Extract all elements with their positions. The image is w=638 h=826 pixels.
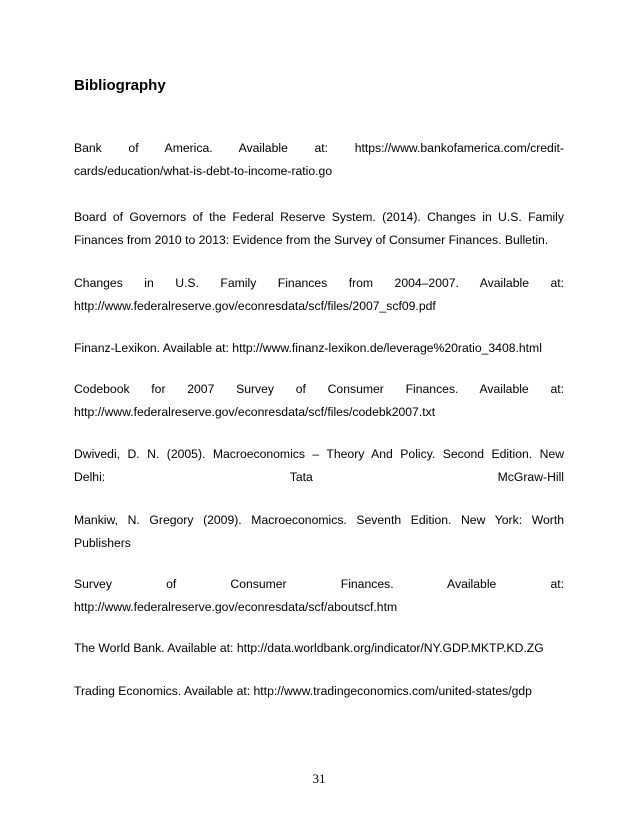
entry-line: Trading Economics. Available at: http://www.tradingeconomics.com/united-states/gdp — [74, 684, 532, 698]
bibliography-entry-survey-of-consumer-finances — [74, 573, 564, 619]
entry-line: Mankiw, N. Gregory (2009). Macroeconomics. Seventh Edition. New York: Worth — [74, 513, 564, 527]
bibliography-entry-world-bank — [74, 637, 564, 660]
entry-line: Changes in U.S. Family Finances from 2004–2007. Available at: — [74, 276, 564, 290]
entry-line: Publishers — [74, 536, 131, 550]
entry-line: Board of Governors of the Federal Reserve System. (2014). Changes in U.S. Family — [74, 210, 564, 224]
entry-line: http://www.federalreserve.gov/econresdata/scf/files/2007_scf09.pdf — [74, 299, 436, 313]
entry-line: Survey of Consumer Finances. Available at: — [74, 577, 564, 591]
entry-line: http://www.federalreserve.gov/econresdata/scf/files/codebk2007.txt — [74, 405, 436, 419]
entry-line: The World Bank. Available at: http://data.worldbank.org/indicator/NY.GDP.MKTP.KD.ZG — [74, 641, 544, 655]
bibliography-entry-federal-reserve-board — [74, 206, 564, 252]
entry-line: Finanz-Lexikon. Available at: http://www.finanz-lexikon.de/leverage%20ratio_3408.html — [74, 341, 542, 355]
entry-line: Finances from 2010 to 2013: Evidence from the Survey of Consumer Finances. Bulletin. — [74, 233, 549, 247]
bibliography-entry-dwivedi — [74, 443, 564, 489]
bibliography-entry-codebook-2007 — [74, 378, 564, 424]
page-heading: Bibliography — [74, 77, 166, 94]
entry-line: Codebook for 2007 Survey of Consumer Finances. Available at: — [74, 382, 564, 396]
entry-line: Dwivedi, D. N. (2005). Macroeconomics – Theory And Policy. Second Edition. New — [74, 447, 564, 461]
bibliography-entry-changes-in-us-family-finances — [74, 272, 564, 318]
bibliography-entry-mankiw — [74, 509, 564, 555]
bibliography-entry-finanz-lexikon — [74, 337, 564, 360]
entry-line: Delhi: Tata McGraw-Hill — [74, 470, 564, 484]
entry-line: cards/education/what-is-debt-to-income-ratio.go — [74, 164, 333, 178]
bibliography-entry-bank-of-america — [74, 137, 564, 183]
entry-line: Bank of America. Available at: https://www.bankofamerica.com/credit- — [74, 141, 564, 155]
entry-line: http://www.federalreserve.gov/econresdata/scf/aboutscf.htm — [74, 600, 398, 614]
page-number: 31 — [312, 771, 326, 786]
bibliography-entry-trading-economics — [74, 680, 564, 703]
